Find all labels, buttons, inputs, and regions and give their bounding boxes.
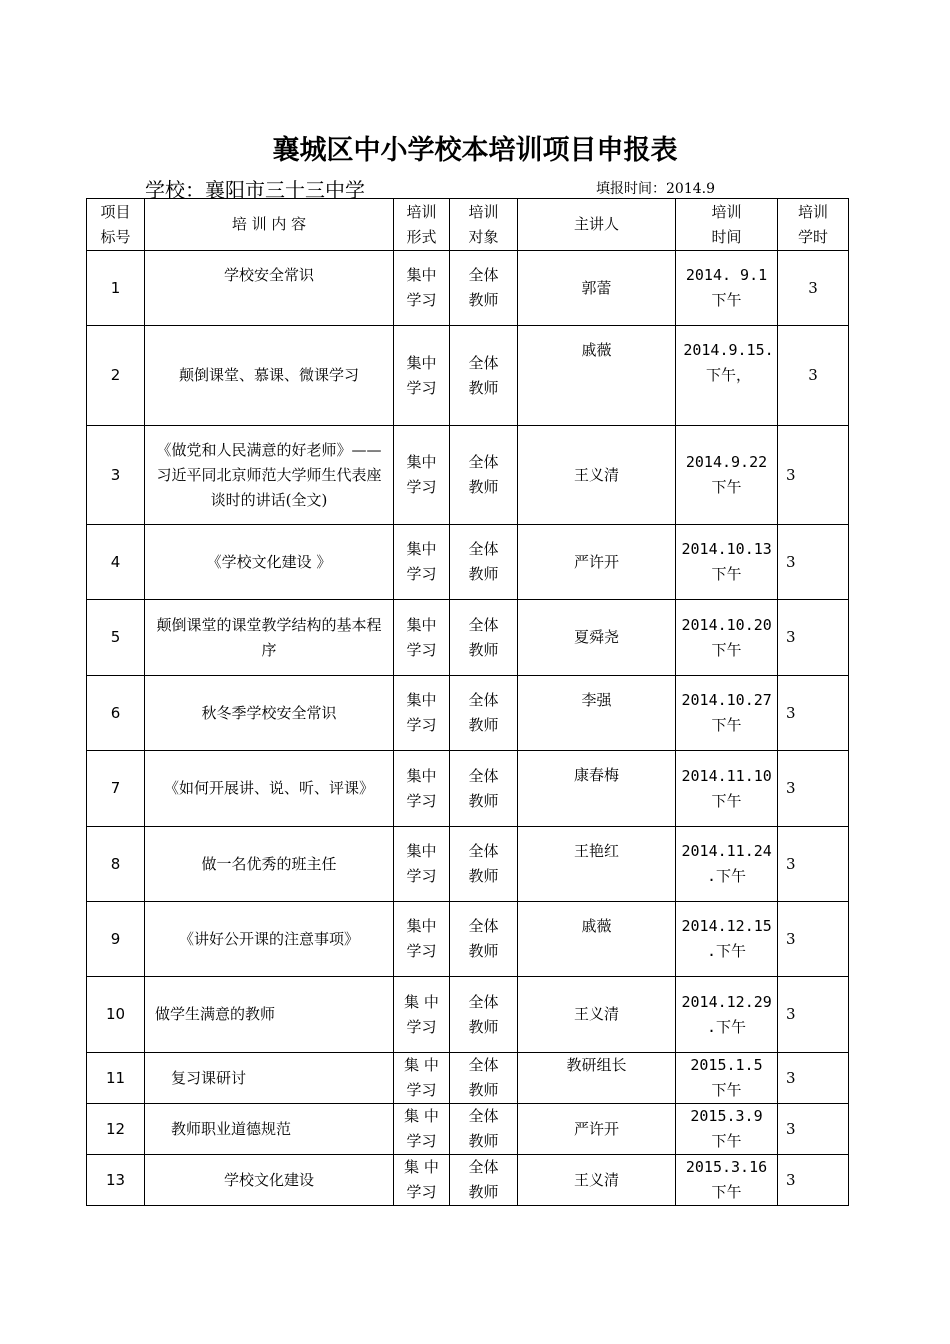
cell-target: 全体教师 bbox=[450, 1104, 518, 1155]
cell-form: 集 中学习 bbox=[394, 977, 450, 1053]
cell-form: 集中学习 bbox=[394, 426, 450, 525]
header-no: 项目标号 bbox=[87, 199, 145, 251]
cell-no: 2 bbox=[87, 326, 145, 426]
cell-content: 秋冬季学校安全常识 bbox=[145, 676, 394, 751]
cell-hours: 3 bbox=[778, 977, 849, 1053]
cell-content: 学校安全常识 bbox=[145, 251, 394, 326]
cell-time: 2014.10.13 下午 bbox=[676, 525, 778, 600]
table-row bbox=[87, 676, 849, 751]
cell-target: 全体教师 bbox=[450, 426, 518, 525]
header-row bbox=[87, 199, 849, 251]
cell-content: 做一名优秀的班主任 bbox=[145, 827, 394, 902]
cell-time: 2014.12.29 .下午 bbox=[676, 977, 778, 1053]
cell-time: 2014.9.15. 下午， bbox=[676, 326, 778, 426]
cell-content: 《学校文化建设 》 bbox=[145, 525, 394, 600]
cell-form: 集 中学习 bbox=[394, 1053, 450, 1104]
cell-hours: 3 bbox=[778, 525, 849, 600]
cell-hours: 3 bbox=[778, 426, 849, 525]
header-time: 培训时间 bbox=[676, 199, 778, 251]
cell-target: 全体教师 bbox=[450, 525, 518, 600]
cell-no: 13 bbox=[87, 1155, 145, 1206]
cell-hours: 3 bbox=[778, 902, 849, 977]
cell-no: 7 bbox=[87, 751, 145, 827]
header-speaker: 主讲人 bbox=[518, 199, 676, 251]
cell-content: 学校文化建设 bbox=[145, 1155, 394, 1206]
cell-no: 8 bbox=[87, 827, 145, 902]
training-table bbox=[86, 198, 849, 1206]
table-row bbox=[87, 426, 849, 525]
table-row bbox=[87, 525, 849, 600]
cell-speaker: 严许开 bbox=[518, 525, 676, 600]
cell-no: 5 bbox=[87, 600, 145, 676]
cell-time: 2014.11.24 .下午 bbox=[676, 827, 778, 902]
cell-form: 集中学习 bbox=[394, 902, 450, 977]
cell-hours: 3 bbox=[778, 751, 849, 827]
cell-form: 集中学习 bbox=[394, 326, 450, 426]
table-row bbox=[87, 600, 849, 676]
cell-speaker: 夏舜尧 bbox=[518, 600, 676, 676]
cell-speaker: 戚薇 bbox=[518, 326, 676, 426]
cell-target: 全体教师 bbox=[450, 902, 518, 977]
cell-time: 2015.1.5 下午 bbox=[676, 1053, 778, 1104]
cell-form: 集中学习 bbox=[394, 600, 450, 676]
fill-time: 填报时间：2014.9 bbox=[596, 181, 715, 197]
cell-speaker: 教研组长 bbox=[518, 1053, 676, 1104]
cell-form: 集中学习 bbox=[394, 251, 450, 326]
cell-content: 教师职业道德规范 bbox=[145, 1104, 394, 1155]
cell-form: 集 中学习 bbox=[394, 1155, 450, 1206]
cell-speaker: 郭蕾 bbox=[518, 251, 676, 326]
header-content: 培 训 内 容 bbox=[145, 199, 394, 251]
cell-speaker: 戚薇 bbox=[518, 902, 676, 977]
table-row bbox=[87, 977, 849, 1053]
cell-time: 2014.11.10 下午 bbox=[676, 751, 778, 827]
cell-target: 全体教师 bbox=[450, 326, 518, 426]
cell-speaker: 李强 bbox=[518, 676, 676, 751]
table-row bbox=[87, 1053, 849, 1104]
cell-speaker: 王义清 bbox=[518, 426, 676, 525]
cell-time: 2015.3.9 下午 bbox=[676, 1104, 778, 1155]
table-row bbox=[87, 251, 849, 326]
cell-hours: 3 bbox=[778, 827, 849, 902]
cell-target: 全体教师 bbox=[450, 676, 518, 751]
cell-target: 全体教师 bbox=[450, 977, 518, 1053]
cell-content: 复习课研讨 bbox=[145, 1053, 394, 1104]
cell-form: 集中学习 bbox=[394, 827, 450, 902]
table-row bbox=[87, 1155, 849, 1206]
cell-no: 6 bbox=[87, 676, 145, 751]
table-row bbox=[87, 827, 849, 902]
table-row bbox=[87, 1104, 849, 1155]
school-name: 学校：襄阳市三十三中学 bbox=[145, 178, 365, 202]
cell-hours: 3 bbox=[778, 1053, 849, 1104]
table-row bbox=[87, 326, 849, 426]
table-row bbox=[87, 751, 849, 827]
cell-target: 全体教师 bbox=[450, 600, 518, 676]
cell-target: 全体教师 bbox=[450, 751, 518, 827]
cell-time: 2014.9.22 下午 bbox=[676, 426, 778, 525]
cell-content: 颠倒课堂、慕课、微课学习 bbox=[145, 326, 394, 426]
cell-content: 《做党和人民满意的好老师》——习近平同北京师范大学师生代表座谈时的讲话(全文) bbox=[145, 426, 394, 525]
cell-form: 集中学习 bbox=[394, 676, 450, 751]
cell-hours: 3 bbox=[778, 1104, 849, 1155]
cell-no: 3 bbox=[87, 426, 145, 525]
cell-time: 2014.10.20 下午 bbox=[676, 600, 778, 676]
cell-hours: 3 bbox=[778, 600, 849, 676]
cell-hours: 3 bbox=[778, 676, 849, 751]
cell-target: 全体教师 bbox=[450, 1053, 518, 1104]
cell-time: 2014.10.27 下午 bbox=[676, 676, 778, 751]
cell-target: 全体教师 bbox=[450, 251, 518, 326]
cell-no: 9 bbox=[87, 902, 145, 977]
cell-target: 全体教师 bbox=[450, 827, 518, 902]
cell-time: 2014. 9.1 下午 bbox=[676, 251, 778, 326]
cell-hours: 3 bbox=[778, 326, 849, 426]
cell-no: 1 bbox=[87, 251, 145, 326]
header-hours: 培训学时 bbox=[778, 199, 849, 251]
cell-no: 10 bbox=[87, 977, 145, 1053]
cell-no: 11 bbox=[87, 1053, 145, 1104]
cell-speaker: 王义清 bbox=[518, 977, 676, 1053]
cell-hours: 3 bbox=[778, 1155, 849, 1206]
cell-target: 全体教师 bbox=[450, 1155, 518, 1206]
cell-content: 做学生满意的教师 bbox=[145, 977, 394, 1053]
cell-no: 4 bbox=[87, 525, 145, 600]
cell-speaker: 严许开 bbox=[518, 1104, 676, 1155]
page-title: 襄城区中小学校本培训项目申报表 bbox=[272, 135, 678, 166]
header-form: 培训形式 bbox=[394, 199, 450, 251]
cell-speaker: 王艳红 bbox=[518, 827, 676, 902]
header-target: 培训对象 bbox=[450, 199, 518, 251]
table-row bbox=[87, 902, 849, 977]
cell-speaker: 王义清 bbox=[518, 1155, 676, 1206]
cell-time: 2014.12.15 .下午 bbox=[676, 902, 778, 977]
cell-form: 集 中学习 bbox=[394, 1104, 450, 1155]
cell-form: 集中学习 bbox=[394, 525, 450, 600]
cell-content: 颠倒课堂的课堂教学结构的基本程序 bbox=[145, 600, 394, 676]
cell-content: 《讲好公开课的注意事项》 bbox=[145, 902, 394, 977]
cell-speaker: 康春梅 bbox=[518, 751, 676, 827]
cell-form: 集中学习 bbox=[394, 751, 450, 827]
cell-time: 2015.3.16 下午 bbox=[676, 1155, 778, 1206]
cell-content: 《如何开展讲、说、听、评课》 bbox=[145, 751, 394, 827]
cell-no: 12 bbox=[87, 1104, 145, 1155]
cell-hours: 3 bbox=[778, 251, 849, 326]
